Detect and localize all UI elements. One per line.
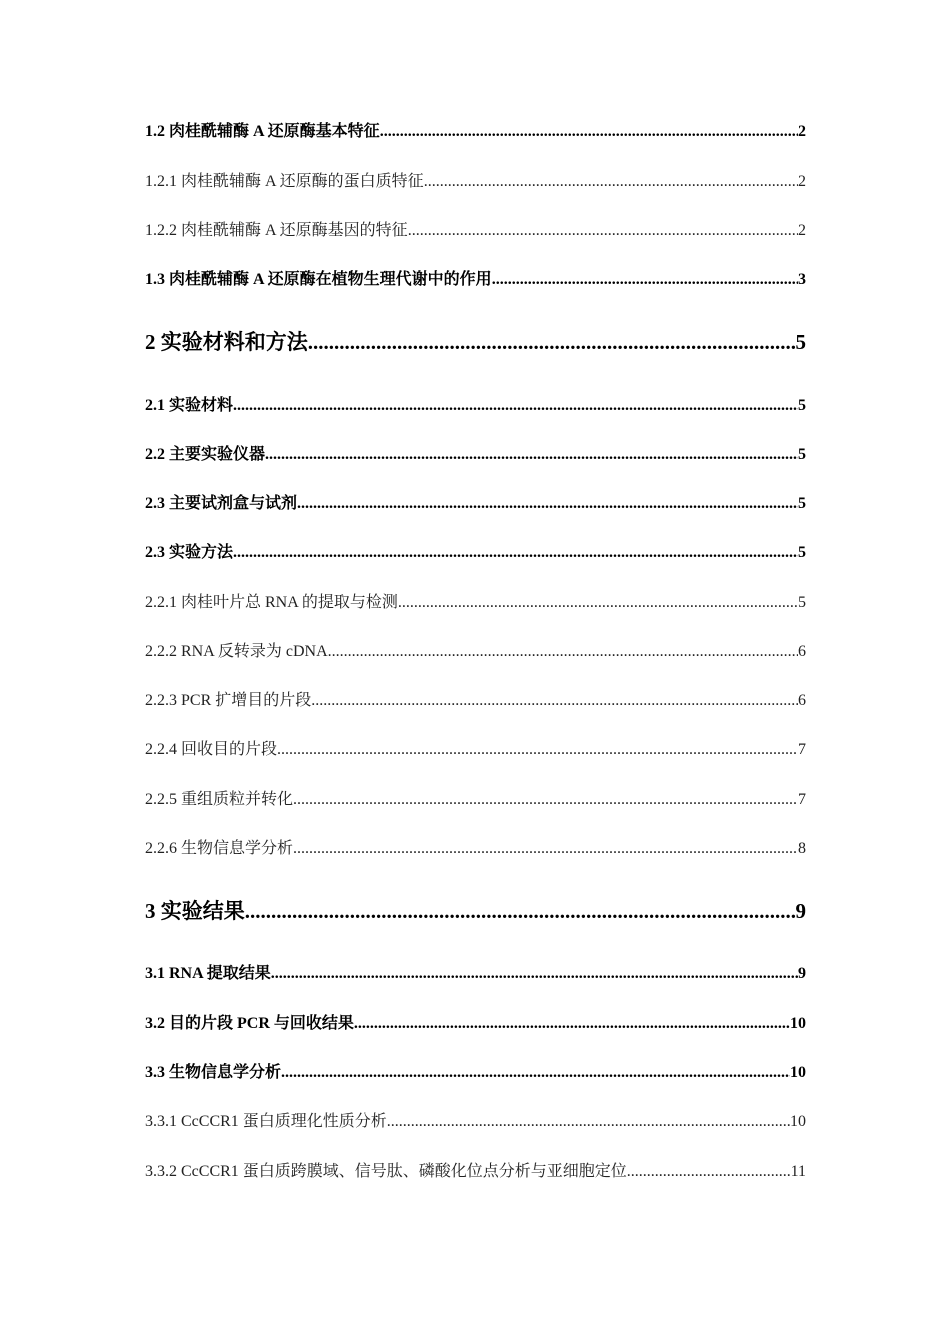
- toc-entry-2-2[interactable]: [145, 441, 806, 464]
- toc-entry-label: 3.1 RNA 提取结果: [145, 965, 271, 982]
- toc-entry-label: 3.3.1 CcCCR1 蛋白质理化性质分析: [145, 1113, 387, 1130]
- toc-entry-3-1[interactable]: [145, 960, 806, 983]
- dot-leader: [398, 594, 798, 612]
- toc-entry-2-3-methods[interactable]: [145, 539, 806, 562]
- dot-leader: [271, 965, 798, 983]
- toc-entry-page: 10: [790, 1015, 806, 1032]
- toc-entry-1-2-1[interactable]: [145, 168, 806, 191]
- dot-leader: [265, 446, 798, 464]
- toc-entry-3-2[interactable]: [145, 1010, 806, 1033]
- toc-entry-3-3[interactable]: [145, 1059, 806, 1082]
- toc-entry-page: 6: [798, 692, 806, 709]
- toc-entry-page: 7: [798, 741, 806, 758]
- toc-entry-1-3[interactable]: [145, 266, 806, 289]
- toc-entry-label: 2.3 主要试剂盒与试剂: [145, 495, 298, 512]
- toc-entry-3-3-2[interactable]: [145, 1158, 806, 1181]
- toc-entry-2-1[interactable]: [145, 392, 806, 415]
- toc-entry-label: 2.1 实验材料: [145, 397, 234, 414]
- dot-leader: [380, 123, 798, 141]
- dot-leader: [293, 840, 798, 858]
- toc-entry-label: 1.3 肉桂酰辅酶 A 还原酶在植物生理代谢中的作用: [145, 271, 492, 288]
- toc-entry-label: 3.3 生物信息学分析: [145, 1064, 282, 1081]
- toc-entry-label: 1.2.2 肉桂酰辅酶 A 还原酶基因的特征: [145, 222, 408, 239]
- dot-leader: [424, 173, 798, 191]
- toc-entry-label: 3 实验结果: [145, 899, 245, 923]
- toc-entry-2[interactable]: [145, 326, 806, 356]
- toc-entry-3[interactable]: [145, 895, 806, 925]
- dot-leader: [297, 495, 798, 513]
- toc-entry-page: 10: [790, 1113, 806, 1130]
- toc-entry-2-2-3[interactable]: [145, 687, 806, 710]
- toc-entry-page: 9: [798, 965, 806, 982]
- dot-leader: [492, 271, 798, 289]
- toc-entry-label: 1.2.1 肉桂酰辅酶 A 还原酶的蛋白质特征: [145, 173, 424, 190]
- dot-leader: [354, 1015, 790, 1033]
- dot-leader: [308, 330, 796, 355]
- toc-entry-label: 2.2.1 肉桂叶片总 RNA 的提取与检测: [145, 594, 398, 611]
- toc-entry-page: 11: [790, 1163, 806, 1180]
- toc-entry-label: 3.3.2 CcCCR1 蛋白质跨膜域、信号肽、磷酸化位点分析与亚细胞定位: [145, 1163, 627, 1180]
- toc-entry-2-2-1[interactable]: [145, 589, 806, 612]
- toc-entry-page: 6: [798, 643, 806, 660]
- dot-leader: [233, 397, 798, 415]
- dot-leader: [627, 1163, 791, 1181]
- toc-entry-label: 2 实验材料和方法: [145, 330, 308, 354]
- toc-entry-page: 2: [798, 222, 806, 239]
- toc-entry-page: 5: [795, 330, 806, 354]
- toc-entry-label: 2.2.4 回收目的片段: [145, 741, 278, 758]
- toc-entry-2-3-reagents[interactable]: [145, 490, 806, 513]
- toc-entry-label: 2.3 实验方法: [145, 544, 234, 561]
- toc-entry-label: 1.2 肉桂酰辅酶 A 还原酶基本特征: [145, 123, 380, 140]
- toc-entry-label: 3.2 目的片段 PCR 与回收结果: [145, 1015, 354, 1032]
- dot-leader: [408, 222, 798, 240]
- toc-entry-page: 3: [798, 271, 806, 288]
- toc-entry-2-2-5[interactable]: [145, 786, 806, 809]
- toc-entry-page: 5: [798, 446, 806, 463]
- toc-entry-page: 7: [798, 791, 806, 808]
- dot-leader: [387, 1113, 790, 1131]
- dot-leader: [233, 544, 798, 562]
- toc-entry-1-2[interactable]: [145, 118, 806, 141]
- toc-entry-2-2-2[interactable]: [145, 638, 806, 661]
- toc-entry-page: 5: [798, 495, 806, 512]
- dot-leader: [277, 741, 798, 759]
- toc-entry-label: 2.2.5 重组质粒并转化: [145, 791, 294, 808]
- toc-entry-2-2-4[interactable]: [145, 736, 806, 759]
- toc-entry-page: 10: [790, 1064, 806, 1081]
- toc-entry-label: 2.2.2 RNA 反转录为 cDNA: [145, 643, 328, 660]
- toc-entry-page: 5: [798, 397, 806, 414]
- toc-entry-3-3-1[interactable]: [145, 1108, 806, 1131]
- dot-leader: [311, 692, 798, 710]
- dot-leader: [328, 643, 798, 661]
- toc-entry-1-2-2[interactable]: [145, 217, 806, 240]
- toc-entry-label: 2.2 主要实验仪器: [145, 446, 266, 463]
- toc-entry-label: 2.2.6 生物信息学分析: [145, 840, 294, 857]
- toc-entry-page: 9: [795, 899, 806, 923]
- dot-leader: [293, 791, 798, 809]
- toc-entry-2-2-6[interactable]: [145, 835, 806, 858]
- toc-entry-page: 2: [798, 173, 806, 190]
- toc-entry-page: 2: [798, 123, 806, 140]
- table-of-contents: [145, 0, 806, 1344]
- toc-entry-label: 2.2.3 PCR 扩增目的片段: [145, 692, 312, 709]
- toc-entry-page: 8: [798, 840, 806, 857]
- toc-entry-page: 5: [798, 594, 806, 611]
- toc-entry-page: 5: [798, 544, 806, 561]
- dot-leader: [281, 1064, 790, 1082]
- dot-leader: [245, 899, 796, 924]
